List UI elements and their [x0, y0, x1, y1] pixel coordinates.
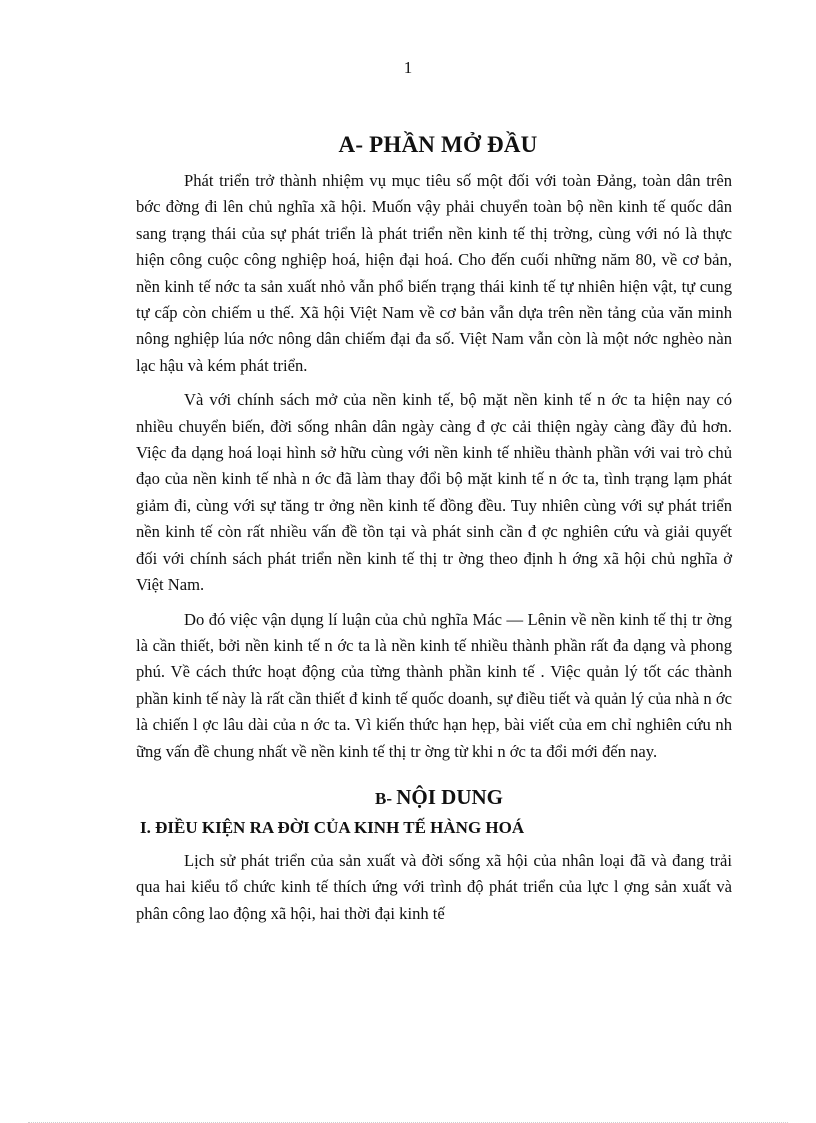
page-number: 1: [403, 58, 413, 77]
section-b-title-main: NỘI DUNG: [396, 784, 503, 809]
document-body: [136, 132, 732, 935]
section-a-paragraph-1: Phát triển trở thành nhiệm vụ mục tiêu số một đối với toàn Đảng, toàn dân trên bớc đờng đi lên chủ nghĩa xã hội. Muốn vậy phải chuyển toàn bộ nền kinh tế quốc dân sang trạng thái của sự phát triển là phát triển nền kinh tế thị trờng, cùng với nó là thực hiện công cuộc công nghiệp hoá, hiện đại hoá. Cho đến cuối những năm 80, về cơ bản, nền kinh tế nớc ta sản xuất nhỏ vẫn phổ biến trạng thái kinh tế tự nhiên hiện vật, tự cung tự cấp còn chiếm u thế. Xã hội Việt Nam về cơ bản vẫn dựa trên nền tảng của văn minh nông nghiệp lúa nớc nông dân chiếm đại đa số. Việt Nam vẫn còn là một nớc nghèo nàn lạc hậu và kém phát triển.: [136, 171, 732, 375]
section-b-paragraph-1: Lịch sử phát triển của sản xuất và đời sống xã hội của nhân loại đã và đang trải qua hai kiểu tổ chức kinh tế thích ứng với trình độ phát triển của lực l ợng sản xuất và phân công lao động xã hội, hai thời đại kinh tế: [136, 850, 732, 923]
section-b-title: [146, 785, 732, 810]
section-a-paragraph-2: Và với chính sách mở của nền kinh tế, bộ mặt nền kinh tế n ớc ta hiện nay có nhiều chuyển biến, đời sống nhân dân ngày càng đ ợc cải thiện ngày càng đầy đủ hơn. Việc đa dạng hoá loại hình sở hữu cùng với nền kinh tế nhiều thành phần với vai trò chủ đạo của nền kinh tế nhà n ớc đã làm thay đổi bộ mặt kinh tế n ớc ta, tình trạng lạm phát giảm đi, cùng với sự tăng tr ởng nền kinh tế đồng đều. Tuy nhiên cùng với sự phát triển nền kinh tế còn rất nhiều vấn đề tồn tại và phát sinh cần đ ợc nghiên cứu và giải quyết đối với chính sách phát triển nền kinh tế thị tr ờng theo định h ớng xã hội chủ nghĩa ở Việt Nam.: [136, 390, 732, 595]
section-a-title: A- PHẦN MỞ ĐẦU: [338, 132, 538, 157]
section-a-paragraph-3: Do đó việc vận dụng lí luận của chủ nghĩa Mác — Lênin về nền kinh tế thị tr ờng là cần thiết, bởi nền kinh tế n ớc ta là nền kinh tế nhiều thành phần rất đa dạng và phong phú. Về cách thức hoạt động của từng thành phần kinh tế . Việc quản lý tốt các thành phần kinh tế này là rất cần thiết đ kinh tế quốc doanh, sự điều tiết và quản lý của nhà n ớc là chiến l ợc lâu dài của n ớc ta. Vì kiến thức hạn hẹp, bài viết của em chỉ nghiên cứu nh ững vấn đề chung nhất về nền kinh tế thị tr ờng từ khi n ớc ta đổi mới đến nay.: [136, 609, 732, 761]
section-heading-1: I. ĐIỀU KIỆN RA ĐỜI CỦA KINH TẾ HÀNG HOÁ: [140, 817, 525, 837]
section-b-title-prefix: B-: [374, 788, 397, 808]
